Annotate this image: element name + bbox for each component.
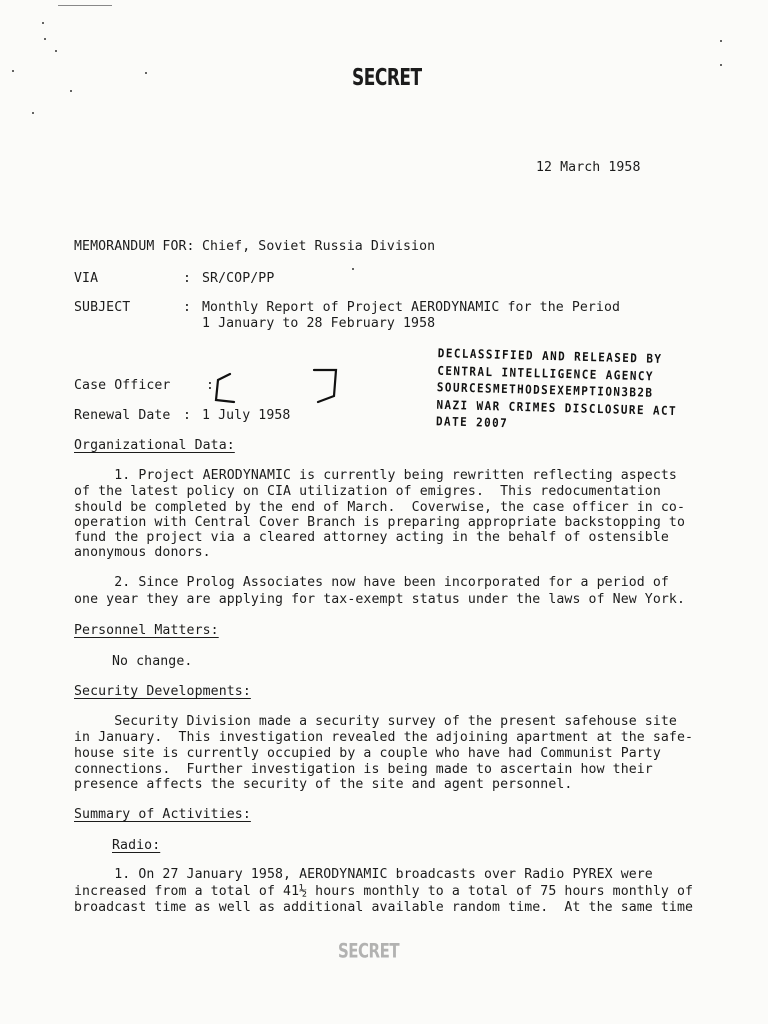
declassification-line: DECLASSIFIED AND RELEASED BY — [437, 346, 663, 367]
renewal-date-colon: : — [183, 408, 192, 423]
section-heading-summary: Summary of Activities: — [74, 807, 251, 822]
scan-speck — [720, 40, 722, 42]
subject-line-1: Monthly Report of Project AERODYNAMIC for the Period — [202, 300, 621, 315]
declassification-line: DATE 2007 — [435, 414, 509, 431]
scan-speck — [720, 64, 722, 66]
subject-colon: : — [183, 300, 192, 315]
redaction-bracket-right — [312, 366, 346, 406]
declassification-line: SOURCESMETHODSEXEMPTION3B2B — [436, 380, 654, 401]
scan-speck — [42, 22, 44, 24]
classification-footer: SECRET — [338, 939, 400, 963]
section-heading-organizational: Organizational Data: — [74, 438, 235, 453]
org-paragraph-1-line: fund the project via a cleared attorney acting in the behalf of ostensible — [74, 530, 669, 545]
org-paragraph-1-line: 1. Project AERODYNAMIC is currently being rewritten reflecting aspects — [74, 468, 677, 483]
case-officer-label: Case Officer — [74, 378, 171, 393]
personnel-text: No change. — [112, 654, 193, 669]
scan-speck — [12, 70, 14, 72]
scan-speck — [70, 90, 72, 92]
org-paragraph-2-line: 2. Since Prolog Associates now have been incorporated for a period of — [74, 575, 669, 590]
via-value: SR/COP/PP — [202, 271, 275, 286]
memo-date: 12 March 1958 — [536, 160, 641, 175]
scan-speck — [352, 268, 354, 270]
org-paragraph-1-line: operation with Central Cover Branch is preparing appropriate backstopping to — [74, 515, 686, 530]
case-officer-colon: : — [206, 378, 215, 393]
scan-speck — [55, 50, 57, 52]
memo-for-value: Chief, Soviet Russia Division — [202, 239, 436, 254]
scan-speck — [145, 72, 147, 74]
radio-paragraph-line: increased from a total of 41½ hours monthly to a total of 75 hours monthly of — [74, 884, 694, 899]
subject-line-2: 1 January to 28 February 1958 — [202, 316, 436, 331]
org-paragraph-2-line: one year they are applying for tax-exempt status under the laws of New York. — [74, 592, 686, 607]
section-heading-security: Security Developments: — [74, 684, 251, 699]
security-paragraph-line: presence affects the security of the site and agent personnel. — [74, 777, 573, 792]
org-paragraph-1-line: of the latest policy on CIA utilization of emigres. This redocumentation — [74, 484, 661, 499]
declassification-stamp — [436, 345, 679, 437]
org-paragraph-1-line: anonymous donors. — [74, 545, 211, 560]
section-heading-personnel: Personnel Matters: — [74, 623, 219, 638]
declassification-line: CENTRAL INTELLIGENCE AGENCY — [437, 363, 655, 384]
classification-header: SECRET — [352, 64, 422, 92]
redaction-bracket-left — [212, 370, 240, 406]
radio-paragraph-line: 1. On 27 January 1958, AERODYNAMIC broadcasts over Radio PYREX were — [74, 867, 653, 882]
org-paragraph-1-line: should be completed by the end of March. Coverwise, the case officer in co- — [74, 500, 686, 515]
renewal-date-value: 1 July 1958 — [202, 408, 291, 423]
radio-paragraph-line: broadcast time as well as additional available random time. At the same time — [74, 900, 694, 915]
via-label: VIA — [74, 271, 99, 286]
subject-label: SUBJECT — [74, 300, 131, 315]
security-paragraph-line: connections. Further investigation is being made to ascertain how their — [74, 762, 653, 777]
via-colon: : — [183, 271, 192, 286]
declassification-line: NAZI WAR CRIMES DISCLOSURE ACT — [436, 397, 678, 418]
security-paragraph-line: Security Division made a security survey of the present safehouse site — [74, 714, 677, 729]
subheading-radio: Radio: — [112, 838, 161, 853]
memo-for-label: MEMORANDUM FOR: — [74, 239, 195, 254]
scan-speck — [44, 38, 46, 40]
renewal-date-label: Renewal Date — [74, 408, 171, 423]
scan-speck — [32, 112, 34, 114]
top-scan-rule — [58, 5, 112, 6]
security-paragraph-line: in January. This investigation revealed the adjoining apartment at the safe- — [74, 730, 694, 745]
security-paragraph-line: house site is currently occupied by a couple who have had Communist Party — [74, 746, 661, 761]
